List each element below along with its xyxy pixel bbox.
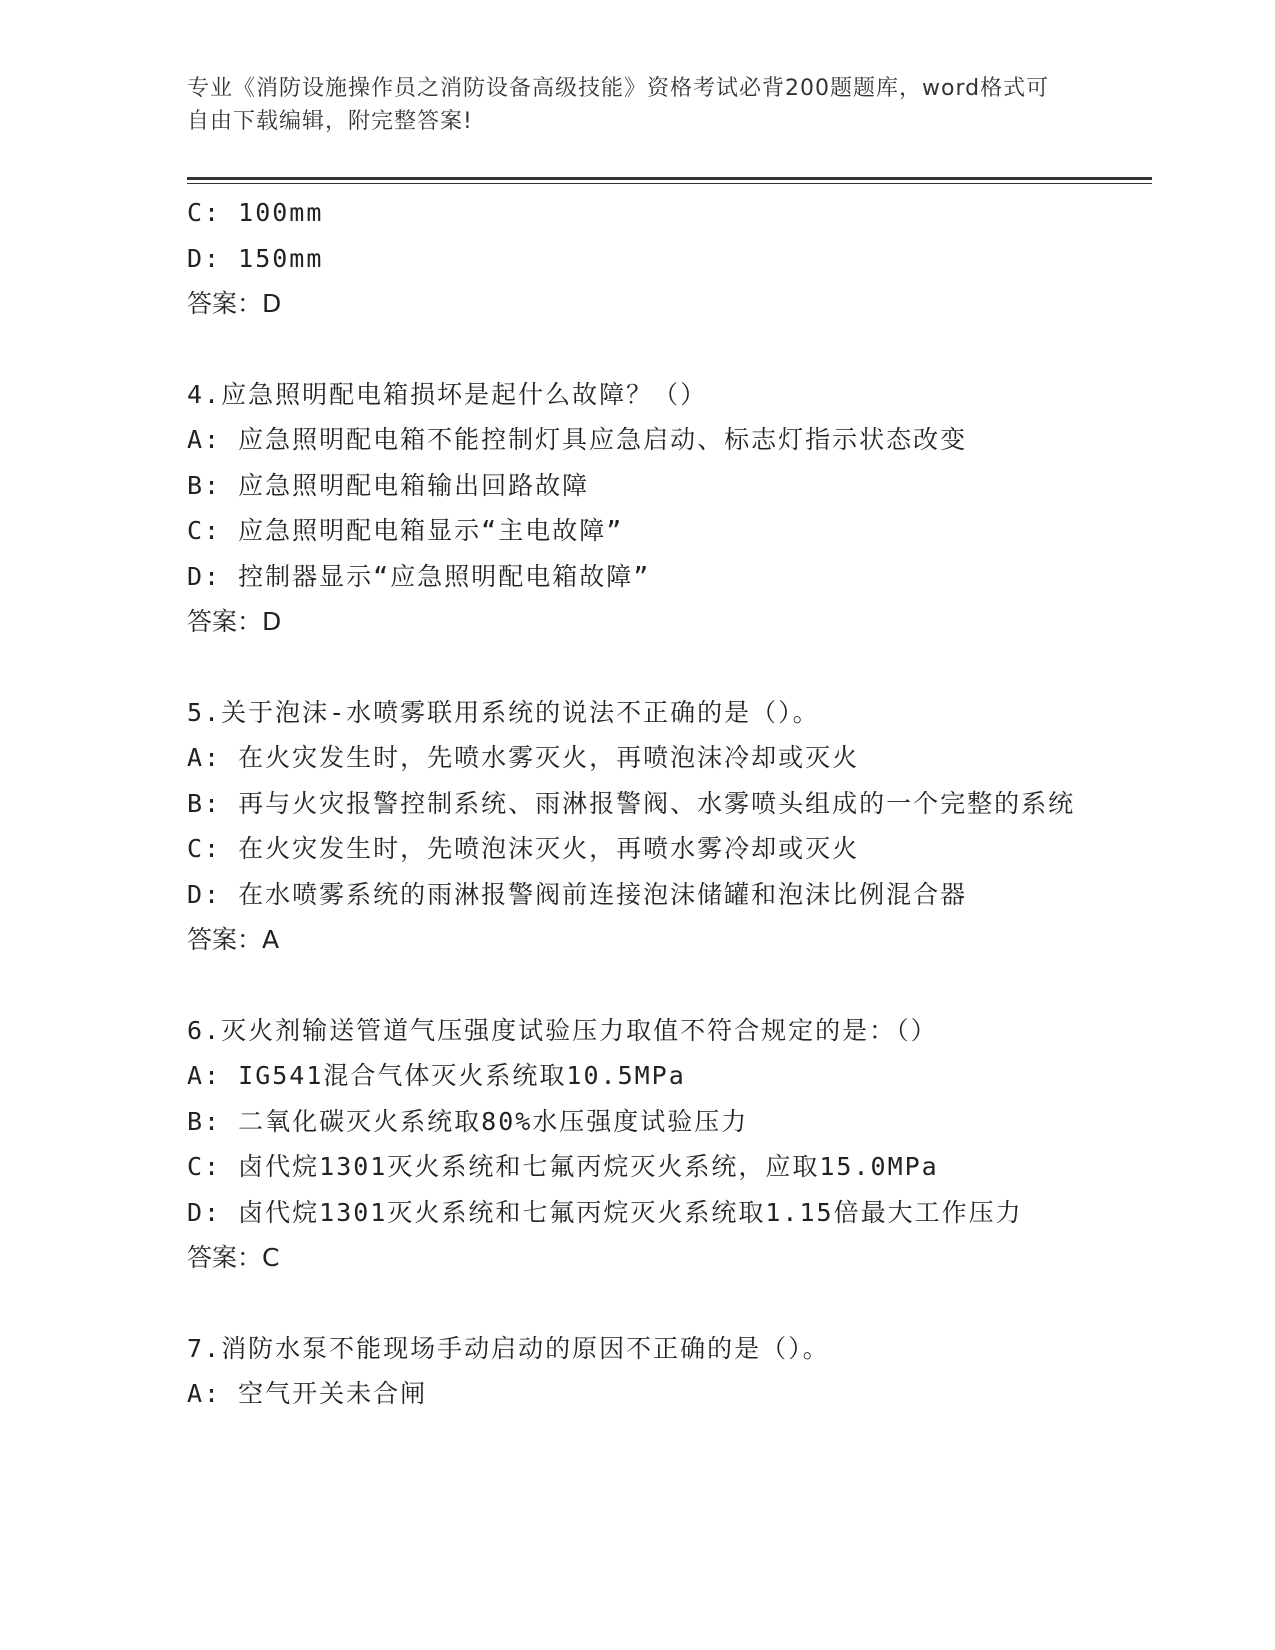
question-text: 6.灭火剂输送管道气压强度试验压力取值不符合规定的是：（） (187, 1015, 938, 1045)
option-c: C: 100mm (187, 198, 324, 227)
option-c: C: 应急照明配电箱显示“主电故障” (187, 516, 624, 545)
question-block-4 (187, 372, 1087, 645)
answer-line: 答案：C (187, 1243, 280, 1272)
question-block-7 (187, 1326, 1087, 1417)
answer-line: 答案：D (187, 289, 282, 318)
question-block-3 (187, 190, 1087, 327)
document-title: 专业《消防设施操作员之消防设备高级技能》资格考试必背200题题库，word格式可自由下载编辑，附完整答案! (187, 76, 1050, 134)
option-d: D: 150mm (187, 243, 324, 273)
answer-line: 答案：D (187, 607, 282, 636)
option-b: B: 二氧化碳灭火系统取80%水压强度试验压力 (187, 1106, 749, 1136)
header-rule-thin (187, 183, 1152, 184)
question-text: 7.消防水泵不能现场手动启动的原因不正确的是（）。 (187, 1333, 830, 1363)
option-d: D: 在水喷雾系统的雨淋报警阀前连接泡沫储罐和泡沫比例混合器 (187, 879, 968, 909)
option-b: B: 再与火灾报警控制系统、雨淋报警阀、水雾喷头组成的一个完整的系统 (187, 788, 1076, 818)
header-rule-thick (187, 177, 1152, 180)
option-a: A: IG541混合气体灭火系统取10.5MPa (187, 1061, 686, 1090)
option-c: C: 卤代烷1301灭火系统和七氟丙烷灭火系统，应取15.0MPa (187, 1152, 939, 1181)
option-d: D: 卤代烷1301灭火系统和七氟丙烷灭火系统取1.15倍最大工作压力 (187, 1197, 1023, 1227)
question-list (187, 190, 1087, 1417)
option-d: D: 控制器显示“应急照明配电箱故障” (187, 561, 651, 591)
question-block-5 (187, 690, 1087, 963)
option-c: C: 在火灾发生时，先喷泡沫灭火，再喷水雾冷却或灭火 (187, 834, 860, 863)
question-text: 4.应急照明配电箱损坏是起什么故障？（） (187, 379, 708, 409)
option-a: A: 空气开关未合闸 (187, 1379, 428, 1408)
question-block-6 (187, 1008, 1087, 1281)
question-text: 5.关于泡沫-水喷雾联用系统的说法不正确的是（）。 (187, 697, 820, 727)
option-a: A: 应急照明配电箱不能控制灯具应急启动、标志灯指示状态改变 (187, 425, 968, 454)
document-header (187, 72, 1067, 138)
option-a: A: 在火灾发生时，先喷水雾灭火，再喷泡沫冷却或灭火 (187, 743, 860, 772)
answer-line: 答案：A (187, 925, 280, 954)
option-b: B: 应急照明配电箱输出回路故障 (187, 470, 590, 500)
